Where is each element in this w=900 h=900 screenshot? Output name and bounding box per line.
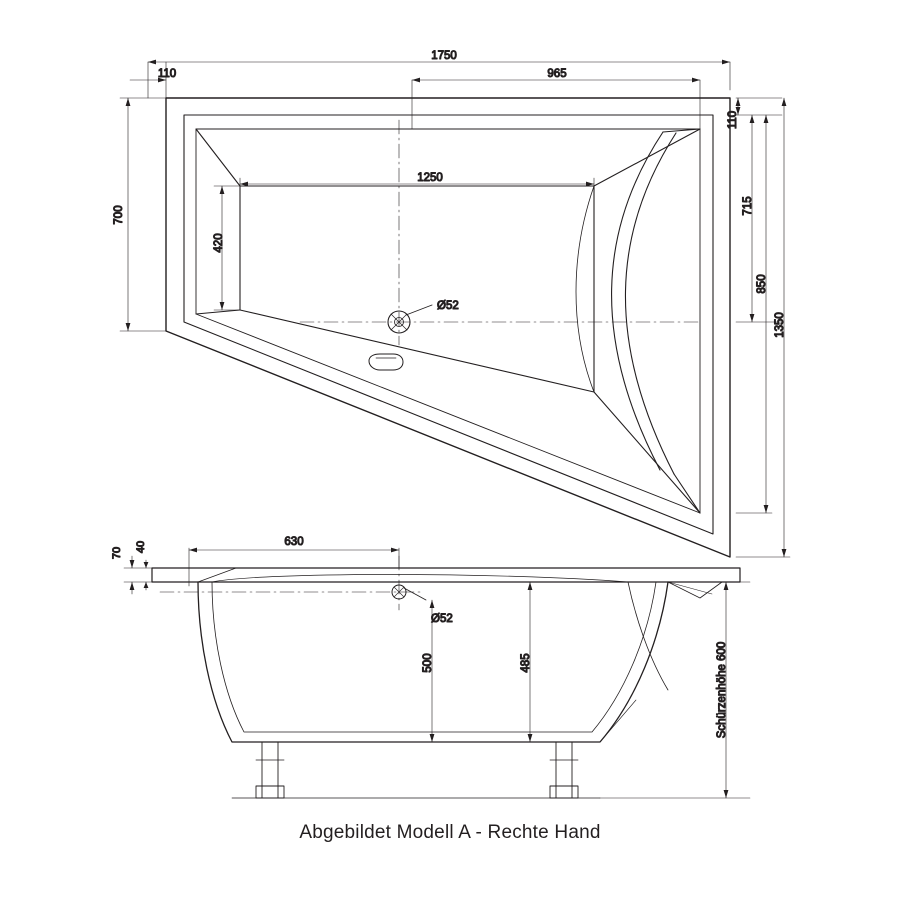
- label-inner-depth: 500: [422, 653, 434, 673]
- label-apron-height: Schürzenhöhe 600: [716, 641, 728, 739]
- label-rim-thickness: 70: [111, 546, 123, 560]
- drawing-caption: Abgebildet Modell A - Rechte Hand: [299, 822, 601, 843]
- side-view-feet: [232, 742, 600, 798]
- label-drain-diameter-top: Ø52: [437, 300, 459, 312]
- label-rim-offset: 40: [135, 540, 147, 554]
- top-view-center-lines: [300, 120, 700, 345]
- label-inner-top-length: 965: [547, 68, 567, 80]
- side-view-dimension-lines: [124, 548, 750, 798]
- top-view-drain: [388, 305, 432, 333]
- label-water-depth: 485: [520, 653, 532, 673]
- top-view-inner-basin: [196, 129, 700, 513]
- label-offset-left: 110: [157, 68, 177, 80]
- top-view-right-curve: [576, 129, 700, 513]
- label-overall-width: 1350: [774, 312, 786, 338]
- label-inner-length: 1250: [417, 172, 443, 184]
- label-right-offset-top: 110: [727, 110, 739, 130]
- top-view-outline: [166, 98, 730, 557]
- label-right-width-715: 715: [742, 196, 754, 216]
- label-inner-width: 420: [213, 233, 225, 253]
- label-drain-offset: 630: [284, 536, 304, 548]
- dimension-labels: [111, 50, 786, 738]
- label-left-width: 700: [113, 205, 125, 225]
- label-drain-diameter-side: Ø52: [431, 613, 453, 625]
- label-right-width-850: 850: [756, 274, 768, 294]
- side-view-drain: [392, 585, 426, 600]
- side-view-outline: [152, 568, 740, 742]
- top-view-overflow: [369, 354, 403, 370]
- label-overall-length: 1750: [431, 50, 457, 62]
